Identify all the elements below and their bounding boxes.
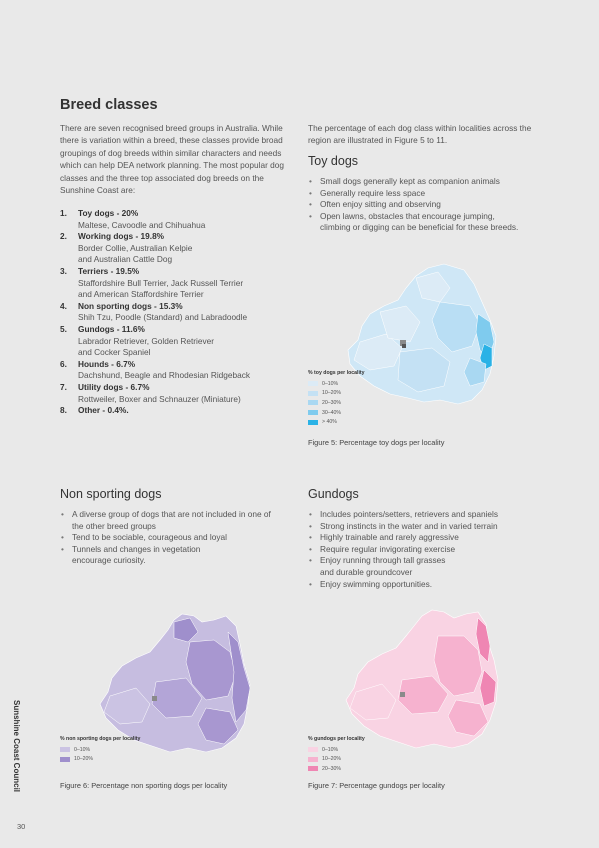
figure-6-caption: Figure 6: Percentage non sporting dogs per locality	[60, 781, 228, 790]
list-item: • Tend to be sociable, courageous and loyal	[60, 532, 300, 544]
council-name: Sunshine Coast Council	[12, 700, 21, 793]
legend-swatch	[308, 410, 318, 415]
legend-label: 10–20%	[74, 756, 94, 763]
list-item: • Tunnels and changes in vegetation encourage curiosity.	[60, 544, 300, 567]
list-item: 7. Utility dogs - 6.7% Rottweiler, Boxer and Schnauzer (Miniature)	[60, 381, 241, 404]
gundogs-heading: Gundogs	[308, 487, 359, 501]
toy-dogs-bullets	[308, 176, 558, 234]
legend-swatch	[308, 747, 318, 752]
legend-label: 20–30%	[322, 399, 342, 406]
legend-swatch	[308, 391, 318, 396]
gundogs-bullets	[308, 509, 558, 590]
list-item: • Highly trainable and rarely aggressive	[308, 532, 558, 544]
legend-swatch	[60, 757, 70, 762]
legend-title: % gundogs per locality	[308, 736, 365, 742]
list-item: • Open lawns, obstacles that encourage jumping, climbing or digging can be beneficial for these breeds.	[308, 211, 558, 234]
toy-dogs-heading: Toy dogs	[308, 154, 359, 168]
legend-label: > 40%	[322, 419, 337, 426]
list-item: • Enjoy swimming opportunities.	[308, 579, 558, 591]
list-item: 4. Non sporting dogs - 15.3% Shih Tzu, Poodle (Standard) and Labradoodle	[60, 300, 248, 323]
legend-title: % non sporting dogs per locality	[60, 736, 141, 742]
legend-label: 10–20%	[322, 756, 342, 763]
list-item: • Often enjoy sitting and observing	[308, 199, 558, 211]
non-sporting-heading: Non sporting dogs	[60, 487, 162, 501]
legend-label: 10–20%	[322, 390, 342, 397]
non-sporting-legend	[60, 736, 140, 764]
figure-7-caption: Figure 7: Percentage gundogs per locality	[308, 781, 445, 790]
list-item: • A diverse group of dogs that are not included in one of the other breed groups	[60, 509, 300, 532]
list-item: 6. Hounds - 6.7% Dachshund, Beagle and Rhodesian Ridgeback	[60, 358, 251, 381]
list-item: • Small dogs generally kept as companion animals	[308, 176, 558, 188]
breed-list	[60, 208, 300, 417]
list-item: • Enjoy running through tall grasses and durable groundcover	[308, 555, 558, 578]
list-item: • Generally require less space	[308, 188, 558, 200]
list-item: 1. Toy dogs - 20% Maltese, Cavoodle and Chihuahua	[60, 208, 206, 230]
list-item: 3. Terriers - 19.5% Staffordshire Bull Terrier, Jack Russell Terrier and American Staffordshire Terrier	[60, 265, 244, 300]
list-item: 2. Working dogs - 19.8% Border Collie, Australian Kelpie and Australian Cattle Dog	[60, 231, 193, 265]
legend-title: % toy dogs per locality	[308, 370, 365, 376]
breed-classes-heading: Breed classes	[60, 97, 158, 113]
list-item: 5. Gundogs - 11.6% Labrador Retriever, Golden Retriever and Cocker Spaniel	[60, 323, 215, 358]
toy-dogs-legend	[308, 370, 365, 427]
legend-label: 30–40%	[322, 409, 342, 416]
council-sidebar-label	[7, 700, 23, 810]
legend-label: 0–10%	[322, 380, 339, 387]
list-item: • Strong instincts in the water and in varied terrain	[308, 521, 558, 533]
gundogs-legend	[308, 736, 365, 774]
list-item: 8. Other - 0.4%.	[60, 405, 129, 416]
non-sporting-bullets	[60, 509, 300, 567]
page-number: 30	[17, 822, 26, 831]
percentage-note: The percentage of each dog class within localities across the region are illustrated in Figure 5 to 11.	[308, 123, 532, 146]
legend-swatch	[308, 757, 318, 762]
legend-label: 0–10%	[322, 746, 339, 753]
legend-swatch	[308, 381, 318, 386]
figure-5-caption: Figure 5: Percentage toy dogs per locality	[308, 438, 445, 447]
legend-swatch	[308, 400, 318, 405]
list-item: • Require regular invigorating exercise	[308, 544, 558, 556]
legend-swatch	[308, 420, 318, 425]
legend-label: 20–30%	[322, 765, 342, 772]
breed-classes-intro: There are seven recognised breed groups in Australia. While there is variation within a breed, these classes provide broad groupings of dog breeds within similar characters and needs which can help DEA network planning. The most popular dog classes and the three top associated dog breeds on the Sunshine Coast are:	[60, 123, 284, 196]
gundogs-map	[338, 606, 503, 756]
list-item: • Includes pointers/setters, retrievers and spaniels	[308, 509, 558, 521]
legend-swatch	[60, 747, 70, 752]
legend-swatch	[308, 766, 318, 771]
legend-label: 0–10%	[74, 746, 91, 753]
